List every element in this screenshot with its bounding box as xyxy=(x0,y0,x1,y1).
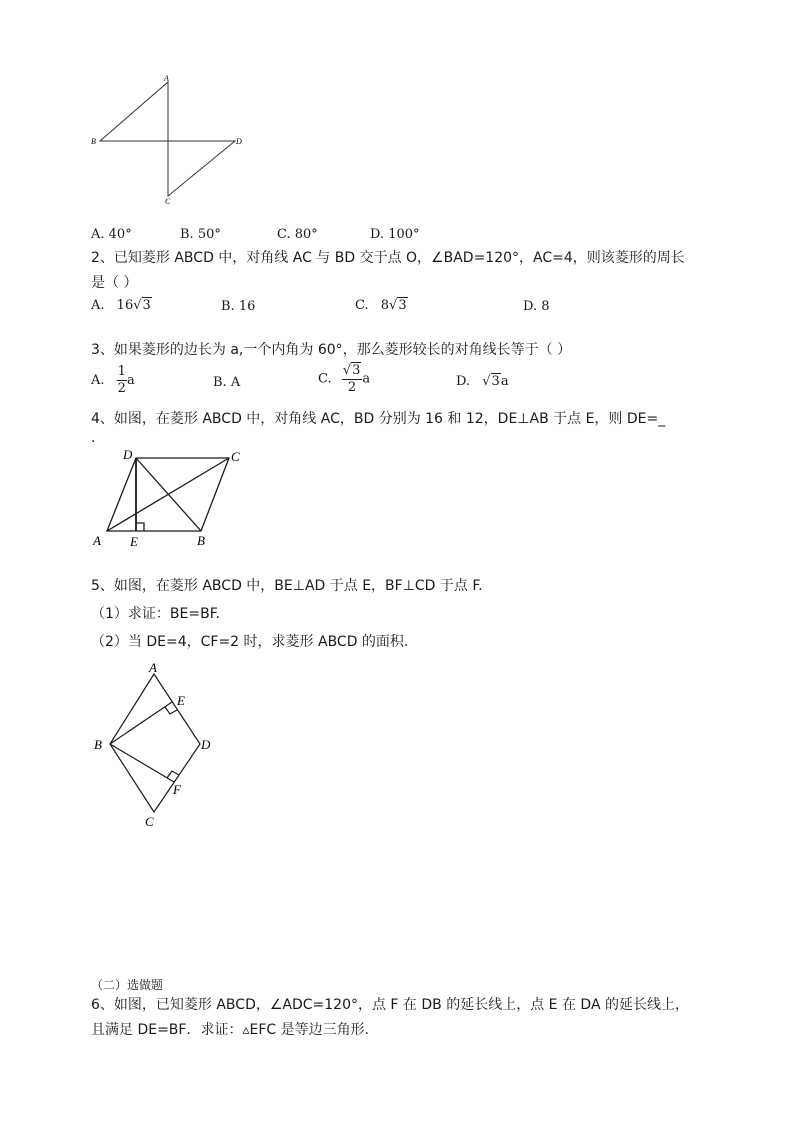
figure-1-rhombus xyxy=(88,72,248,206)
q3-option-c-var: a xyxy=(362,371,371,387)
label-e: E xyxy=(177,693,185,708)
q2-option-c-radicand: 3 xyxy=(398,298,407,313)
q3-option-d: D. √3a xyxy=(456,374,509,389)
q1-option-d: D. 100° xyxy=(370,227,420,242)
q2-option-c-coef: 8 xyxy=(380,298,390,313)
q4-line2: . xyxy=(91,430,96,446)
q3-option-c-numerator: √3 xyxy=(342,363,361,378)
q2-option-b: B. 16 xyxy=(221,299,256,314)
q3-option-d-var: a xyxy=(500,374,509,389)
q3-option-d-radicand: 3 xyxy=(491,374,500,389)
q3-option-c-fraction xyxy=(342,362,363,396)
q5-text: 5、如图，在菱形 ABCD 中，BE⊥AD 于点 E，BF⊥CD 于点 F. xyxy=(91,578,483,594)
q1-option-a: A. 40° xyxy=(91,227,132,242)
q3-option-a-denominator: 2 xyxy=(117,381,126,396)
q3-option-c-prefix: C. xyxy=(318,371,332,387)
q3-option-a-var: a xyxy=(126,373,135,388)
label-b: B xyxy=(197,533,205,548)
q3-option-c-radicand: 3 xyxy=(352,363,361,378)
q6-line1: 6、如图，已知菱形 ABCD，∠ADC=120°，点 F 在 DB 的延长线上，点 E 在 DA 的延长线上， xyxy=(91,997,689,1013)
label-b: B xyxy=(94,737,102,752)
q6-line2: 且满足 DE=BF．求证：▵EFC 是等边三角形. xyxy=(91,1022,370,1038)
segment-bf xyxy=(110,744,174,782)
q2-line2: 是（ ） xyxy=(91,275,138,291)
q5-part2: （2）当 DE=4，CF=2 时，求菱形 ABCD 的面积. xyxy=(91,634,409,650)
label-c: C xyxy=(165,197,171,206)
label-a: A xyxy=(164,74,169,83)
q3-option-d-prefix: D. xyxy=(456,374,471,389)
q3-option-b: B. A xyxy=(213,375,241,390)
figure-3-rhombus xyxy=(88,656,228,832)
diagonal-bd xyxy=(136,458,201,531)
q2-option-a-radicand: 3 xyxy=(142,298,151,313)
q1-option-b: B. 50° xyxy=(180,227,221,242)
q3-option-a-prefix: A. xyxy=(91,373,105,388)
q3-option-a-fraction xyxy=(117,364,127,397)
q3-option-c-denominator: 2 xyxy=(347,380,357,395)
label-f: F xyxy=(173,782,181,797)
q2-option-a-coef: 16 xyxy=(116,298,134,313)
q1-option-c: C. 80° xyxy=(277,227,318,242)
q5-part1: （1）求证：BE=BF. xyxy=(91,606,220,622)
q2-option-c: C. 8√3 xyxy=(355,298,407,313)
label-d: D xyxy=(201,737,211,752)
rhombus-outline xyxy=(100,82,235,196)
label-d: D xyxy=(123,447,133,462)
q3-option-c xyxy=(318,362,370,396)
label-c: C xyxy=(145,814,154,829)
right-angle-mark xyxy=(136,523,144,531)
label-b: B xyxy=(91,137,96,146)
q2-option-d: D. 8 xyxy=(523,299,550,314)
q2-line1: 2、已知菱形 ABCD 中，对角线 AC 与 BD 交于点 O，∠BAD=120°，AC=4，则该菱形的周长 xyxy=(91,250,685,266)
q2-option-a: A. 16√3 xyxy=(91,298,151,313)
label-c: C xyxy=(231,449,240,464)
q2-option-c-prefix: C. xyxy=(355,298,369,313)
label-a: A xyxy=(93,533,101,548)
q3-option-a-numerator: 1 xyxy=(117,364,126,379)
q3-text: 3、如果菱形的边长为 a,一个内角为 60°，那么菱形较长的对角线长等于（ ） xyxy=(91,342,572,358)
section-title: （二）选做题 xyxy=(91,978,164,992)
q3-option-a xyxy=(91,364,135,397)
q2-option-a-prefix: A. xyxy=(91,298,105,313)
label-e: E xyxy=(130,534,138,549)
label-d: D xyxy=(236,137,242,146)
label-a: A xyxy=(149,660,157,675)
rhombus-outline xyxy=(110,674,200,812)
right-angle-mark-e xyxy=(165,707,177,714)
segment-be xyxy=(110,702,172,744)
figure-2-rhombus xyxy=(88,444,258,550)
q4-line1: 4、如图，在菱形 ABCD 中，对角线 AC，BD 分别为 16 和 12，DE⊥AB 于点 E，则 DE=_ xyxy=(91,411,666,427)
